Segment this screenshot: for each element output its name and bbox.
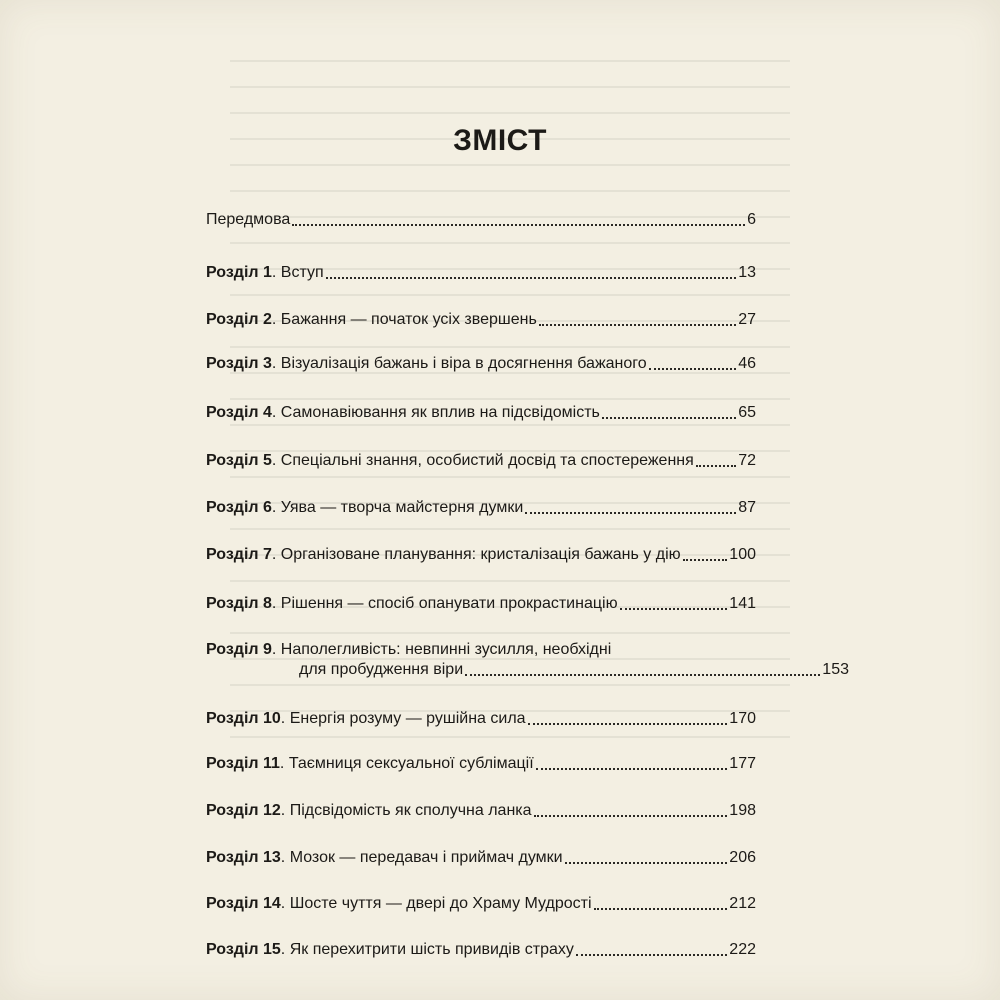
toc-entry-page: 65 xyxy=(738,404,756,421)
chapter-title: . Візуалізація бажань і віра в досягнення бажаного xyxy=(271,355,647,372)
chapter-label: Розділ 5 xyxy=(206,452,272,469)
leader-dots xyxy=(465,673,820,676)
leader-dots xyxy=(292,223,745,226)
page-title: ЗМІСТ xyxy=(453,124,547,157)
toc-entry-page: 170 xyxy=(729,710,756,727)
leader-dots xyxy=(594,907,728,910)
leader-dots xyxy=(525,511,736,514)
chapter-label: Розділ 13 xyxy=(206,849,281,866)
toc-entry-chapter-1[interactable] xyxy=(206,263,756,283)
toc-entry-text: Передмова xyxy=(206,211,291,228)
toc-entry-chapter-4[interactable] xyxy=(206,403,756,423)
chapter-label: Розділ 14 xyxy=(206,895,281,912)
leader-dots xyxy=(528,722,728,725)
toc-entry-page: 13 xyxy=(738,264,756,281)
chapter-label: Розділ 10 xyxy=(206,710,281,727)
toc-entry-page: 100 xyxy=(729,546,756,563)
leader-dots xyxy=(696,464,736,467)
chapter-title: . Мозок — передавач і приймач думки xyxy=(280,849,563,866)
toc-entry-page: 27 xyxy=(738,311,756,328)
toc-entry-chapter-10[interactable] xyxy=(206,709,756,729)
toc-entry-chapter-6[interactable] xyxy=(206,498,756,518)
leader-dots xyxy=(539,323,736,326)
chapter-label: Розділ 1 xyxy=(206,264,272,281)
chapter-title-continued: для пробудження віри xyxy=(299,661,464,678)
chapter-label: Розділ 7 xyxy=(206,546,272,563)
toc-entry-chapter-11[interactable] xyxy=(206,754,756,774)
chapter-label: Розділ 11 xyxy=(206,755,280,772)
leader-dots xyxy=(602,416,736,419)
toc-entry-chapter-3[interactable] xyxy=(206,354,756,374)
toc-entry-chapter-14[interactable] xyxy=(206,894,756,914)
chapter-title: . Підсвідомість як сполучна ланка xyxy=(280,802,532,819)
toc-entry-page: 222 xyxy=(729,941,756,958)
chapter-label: Розділ 12 xyxy=(206,802,281,819)
toc-entry-chapter-15[interactable] xyxy=(206,940,756,960)
chapter-label: Розділ 2 xyxy=(206,311,272,328)
chapter-title: . Бажання — початок усіх звершень xyxy=(271,311,537,328)
leader-dots xyxy=(534,814,728,817)
toc-entry-page: 141 xyxy=(729,595,756,612)
leader-dots xyxy=(649,367,737,370)
chapter-label: Розділ 8 xyxy=(206,595,272,612)
chapter-title: . Шосте чуття — двері до Храму Мудрості xyxy=(280,895,592,912)
chapter-title: . Наполегливість: невпинні зусилля, необхідні xyxy=(271,641,612,658)
chapter-title: . Таємниця сексуальної сублімації xyxy=(279,755,534,772)
chapter-label: Розділ 9 xyxy=(206,641,272,658)
leader-dots xyxy=(536,767,728,770)
toc-entry-page: 212 xyxy=(729,895,756,912)
chapter-label: Розділ 15 xyxy=(206,941,281,958)
toc-entry-chapter-5[interactable] xyxy=(206,451,756,471)
toc-entry-foreword[interactable] xyxy=(206,210,756,230)
chapter-title: . Організоване планування: кристалізація бажань у дію xyxy=(271,546,681,563)
toc-entry-page: 206 xyxy=(729,849,756,866)
toc-entry-chapter-8[interactable] xyxy=(206,594,756,614)
toc-entry-page: 72 xyxy=(738,452,756,469)
toc-entry-page: 153 xyxy=(822,661,849,678)
toc-entry-chapter-12[interactable] xyxy=(206,801,756,821)
toc-entry-chapter-2[interactable] xyxy=(206,310,756,330)
chapter-label: Розділ 4 xyxy=(206,404,272,421)
toc-entry-page: 6 xyxy=(747,211,756,228)
leader-dots xyxy=(576,953,727,956)
leader-dots xyxy=(565,861,728,864)
chapter-title: . Спеціальні знання, особистий досвід та спостереження xyxy=(271,452,694,469)
toc-entry-page: 198 xyxy=(729,802,756,819)
chapter-title: . Як перехитрити шість привидів страху xyxy=(280,941,574,958)
leader-dots xyxy=(620,607,728,610)
leader-dots xyxy=(683,558,728,561)
chapter-title: . Енергія розуму — рушійна сила xyxy=(280,710,526,727)
leader-dots xyxy=(326,276,737,279)
chapter-label: Розділ 6 xyxy=(206,499,272,516)
toc-entry-page: 46 xyxy=(738,355,756,372)
toc-entry-page: 87 xyxy=(738,499,756,516)
toc-entry-chapter-9[interactable] xyxy=(206,640,849,680)
toc-entry-page: 177 xyxy=(729,755,756,772)
chapter-title: . Вступ xyxy=(271,264,324,281)
toc-entry-chapter-7[interactable] xyxy=(206,545,756,565)
toc-entry-chapter-13[interactable] xyxy=(206,848,756,868)
chapter-title: . Самонавіювання як вплив на підсвідомість xyxy=(271,404,600,421)
chapter-title: . Рішення — спосіб опанувати прокрастинацію xyxy=(271,595,618,612)
chapter-label: Розділ 3 xyxy=(206,355,272,372)
chapter-title: . Уява — творча майстерня думки xyxy=(271,499,524,516)
